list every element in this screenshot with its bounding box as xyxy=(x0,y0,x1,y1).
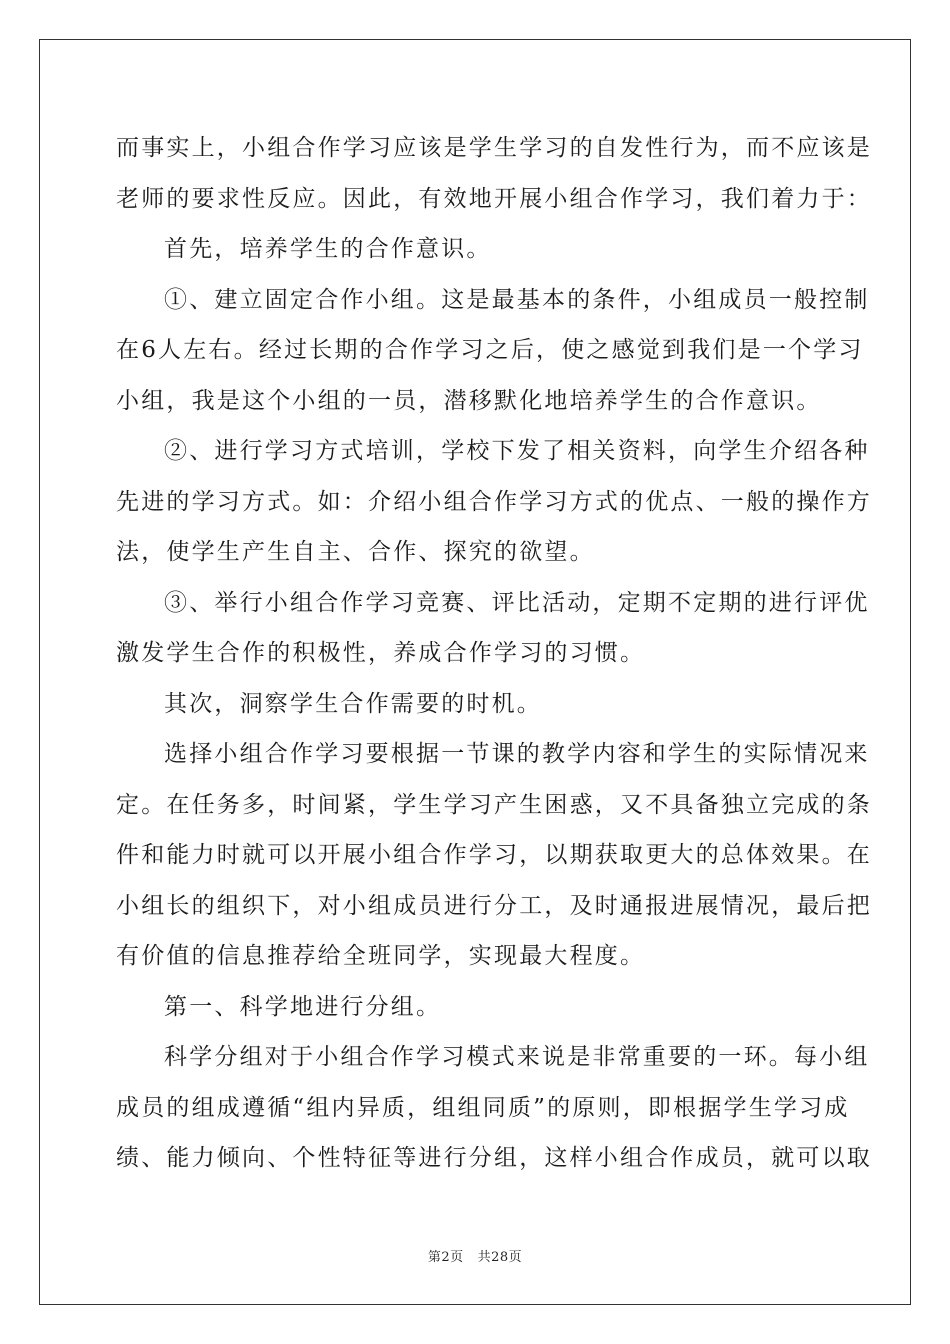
text-line: 法，使学生产生自主、合作、探究的欲望。 xyxy=(116,539,595,565)
text-line: 小组长的组织下，对小组成员进行分工，及时通报进展情况，最后把 xyxy=(116,892,872,919)
document-body xyxy=(116,129,872,1190)
current-page-number: 第2页 xyxy=(427,1250,464,1265)
text-line: 第一、科学地进行分组。 xyxy=(164,993,442,1020)
total-pages: 共28页 xyxy=(477,1250,523,1265)
text-line: ②、进行学习方式培训，学校下发了相关资料，向学生介绍各种 xyxy=(164,438,870,464)
text-line: 老师的要求性反应。因此，有效地开展小组合作学习，我们着力于： xyxy=(116,185,872,212)
text-line: 选择小组合作学习要根据一节课的教学内容和学生的实际情况来 xyxy=(164,741,870,767)
text-line: 而事实上，小组合作学习应该是学生学习的自发性行为，而不应该是 xyxy=(116,135,872,161)
text-line: 先进的学习方式。如：介绍小组合作学习方式的优点、一般的操作方 xyxy=(116,488,872,515)
page-footer xyxy=(0,1246,950,1265)
text-line: 激发学生合作的积极性，养成合作学习的习惯。 xyxy=(116,640,646,666)
text-line: 首先，培养学生的合作意识。 xyxy=(164,236,492,262)
text-line: ①、建立固定合作小组。这是最基本的条件，小组成员一般控制 xyxy=(164,286,870,313)
text-line: 绩、能力倾向、个性特征等进行分组，这样小组合作成员，就可以取 xyxy=(116,1145,872,1171)
text-line: 其次，洞察学生合作需要的时机。 xyxy=(164,690,542,717)
text-line: 件和能力时就可以开展小组合作学习，以期获取更大的总体效果。在 xyxy=(116,842,872,868)
text-line: 小组，我是这个小组的一员，潜移默化地培养学生的合作意识。 xyxy=(116,387,822,414)
text-line: 成员的组成遵循“组内异质，组组同质”的原则，即根据学生学习成 xyxy=(116,1094,850,1121)
text-line: 定。在任务多，时间紧，学生学习产生困惑，又不具备独立完成的条 xyxy=(116,791,872,818)
text-line: ③、举行小组合作学习竞赛、评比活动，定期不定期的进行评优 xyxy=(164,589,870,616)
text-line: 科学分组对于小组合作学习模式来说是非常重要的一环。每小组 xyxy=(164,1044,870,1070)
text-line: 有价值的信息推荐给全班同学，实现最大程度。 xyxy=(116,943,646,969)
text-line: 在6人左右。经过长期的合作学习之后，使之感觉到我们是一个学习 xyxy=(116,337,864,363)
